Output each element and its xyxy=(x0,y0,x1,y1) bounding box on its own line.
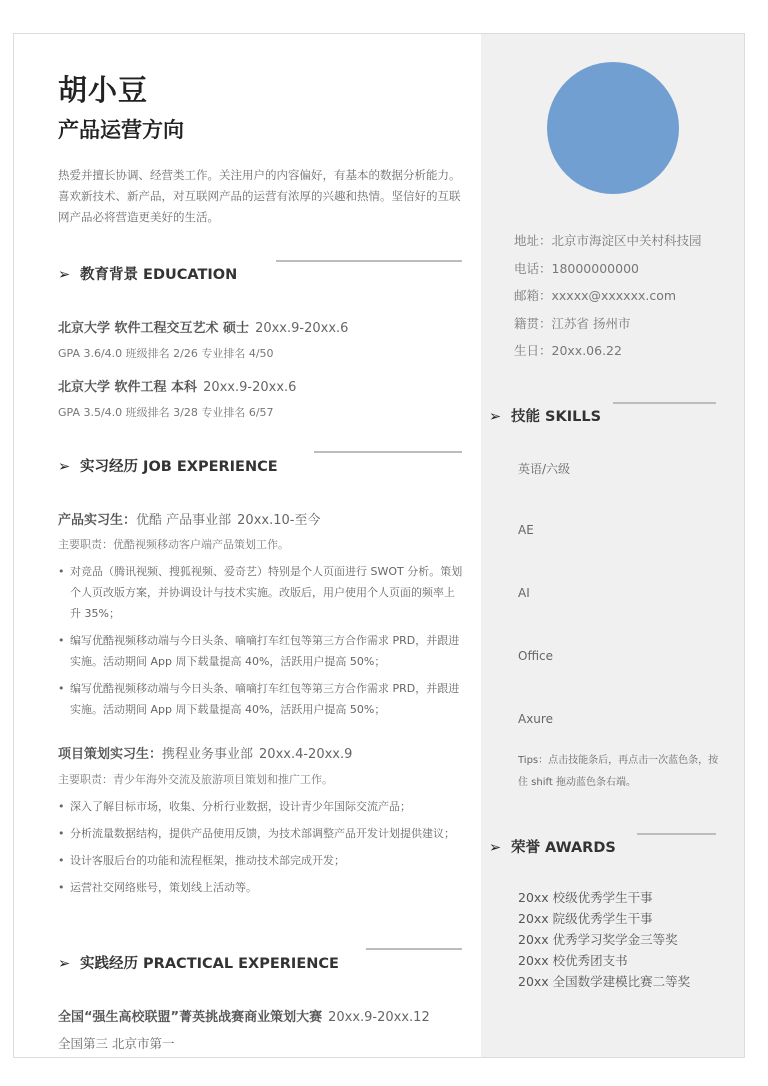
sidebar xyxy=(481,34,745,1057)
practical-result: 全国第三 北京市第一 xyxy=(58,1036,175,1051)
job-title: 项目策划实习生：携程业务事业部 20xx.4-20xx.9 xyxy=(58,747,353,762)
skill-item[interactable]: AE xyxy=(518,523,534,537)
contact-address: 地址：北京市海淀区中关村科技园 xyxy=(514,233,702,248)
list-item: • 对竞品（腾讯视频、搜狐视频、爱奇艺）特别是个人页面进行 SWOT 分析。策划个人页改版方案，并协调设计与技术实施。改版后，用户使用个人页面的频率上升 35%； xyxy=(58,561,464,624)
contact-phone: 电话：18000000000 xyxy=(514,260,639,276)
job-target: 产品运营方向 xyxy=(58,118,184,142)
contact-hometown: 籍贯：江苏省 扬州市 xyxy=(514,315,631,331)
practical-heading: ➢ 实践经历 PRACTICAL EXPERIENCE xyxy=(58,956,339,972)
skill-item[interactable]: 英语/六级 xyxy=(518,462,571,476)
contact-list xyxy=(514,231,702,369)
list-item: • 编写优酷视频移动端与今日头条、嘀嘀打车红包等第三方合作需求 PRD，并跟进实施。活动期间 App 周下载量提高 40%，活跃用户提高 50%； xyxy=(58,630,464,672)
resume-page xyxy=(13,33,745,1058)
education-title: 北京大学 软件工程交互艺术 硕士 20xx.9-20xx.6 xyxy=(58,321,349,336)
award-item: 20xx 校优秀团支书 xyxy=(518,953,628,968)
jobs-heading: ➢ 实习经历 JOB EXPERIENCE xyxy=(58,459,278,475)
education-title: 北京大学 软件工程 本科 20xx.9-20xx.6 xyxy=(58,380,297,395)
job-title: 产品实习生：优酷 产品事业部 20xx.10-至今 xyxy=(58,513,321,528)
job-duty: 主要职责：青少年海外交流及旅游项目策划和推广工作。 xyxy=(58,773,333,786)
education-detail: GPA 3.6/4.0 班级排名 2/26 专业排名 4/50 xyxy=(58,347,274,360)
job-bullets xyxy=(58,796,464,904)
awards-list xyxy=(518,887,690,992)
practical-title: 全国“强生高校联盟”菁英挑战赛商业策划大赛 20xx.9-20xx.12 xyxy=(58,1010,430,1025)
education-rule xyxy=(276,260,462,262)
list-item: • 深入了解目标市场，收集、分析行业数据，设计青少年国际交流产品； xyxy=(58,796,464,817)
job-duty: 主要职责：优酷视频移动客户端产品策划工作。 xyxy=(58,538,289,551)
job-bullets xyxy=(58,561,464,726)
contact-email: 邮箱：xxxxx@xxxxxx.com xyxy=(514,288,677,303)
list-item: • 运营社交网络账号，策划线上活动等。 xyxy=(58,877,464,898)
award-item: 20xx 院级优秀学生干事 xyxy=(518,911,653,926)
self-intro: 热爱并擅长协调、经营类工作。关注用户的内容偏好，有基本的数据分析能力。喜欢新技术、新产品，对互联网产品的运营有浓厚的兴趣和热情。坚信好的互联网产品必将营造更美好的生活。 xyxy=(58,168,461,224)
chevron-right-icon: ➢ xyxy=(58,459,71,475)
skill-item[interactable]: Axure xyxy=(518,712,553,726)
chevron-right-icon: ➢ xyxy=(58,956,71,972)
chevron-right-icon: ➢ xyxy=(58,267,71,283)
skills-tips: Tips：点击技能条后，再点击一次蓝色条，按住 shift 拖动蓝色条右端。 xyxy=(518,755,719,788)
contact-birthday: 生日：20xx.06.22 xyxy=(514,343,622,358)
skills-heading: ➢ 技能 SKILLS xyxy=(489,409,602,425)
chevron-right-icon: ➢ xyxy=(489,840,502,856)
chevron-right-icon: ➢ xyxy=(489,409,502,425)
list-item: • 分析流量数据结构，提供产品使用反馈，为技术部调整产品开发计划提供建议； xyxy=(58,823,464,844)
person-name: 胡小豆 xyxy=(58,73,149,107)
award-item: 20xx 全国数学建模比赛二等奖 xyxy=(518,974,691,989)
skills-rule xyxy=(613,402,716,404)
list-item: • 编写优酷视频移动端与今日头条、嘀嘀打车红包等第三方合作需求 PRD，并跟进实施。活动期间 App 周下载量提高 40%，活跃用户提高 50%； xyxy=(58,678,464,720)
education-heading: ➢ 教育背景 EDUCATION xyxy=(58,267,238,283)
skill-item[interactable]: Office xyxy=(518,649,554,663)
practical-rule xyxy=(366,948,462,950)
list-item: • 设计客服后台的功能和流程框架，推动技术部完成开发； xyxy=(58,850,464,871)
awards-heading: ➢ 荣誉 AWARDS xyxy=(489,840,616,856)
award-item: 20xx 优秀学习奖学金三等奖 xyxy=(518,932,678,947)
skill-item[interactable]: AI xyxy=(518,586,530,600)
award-item: 20xx 校级优秀学生干事 xyxy=(518,890,653,905)
awards-rule xyxy=(637,833,716,835)
jobs-rule xyxy=(314,451,462,453)
avatar xyxy=(547,62,679,194)
education-detail: GPA 3.5/4.0 班级排名 3/28 专业排名 6/57 xyxy=(58,406,274,419)
